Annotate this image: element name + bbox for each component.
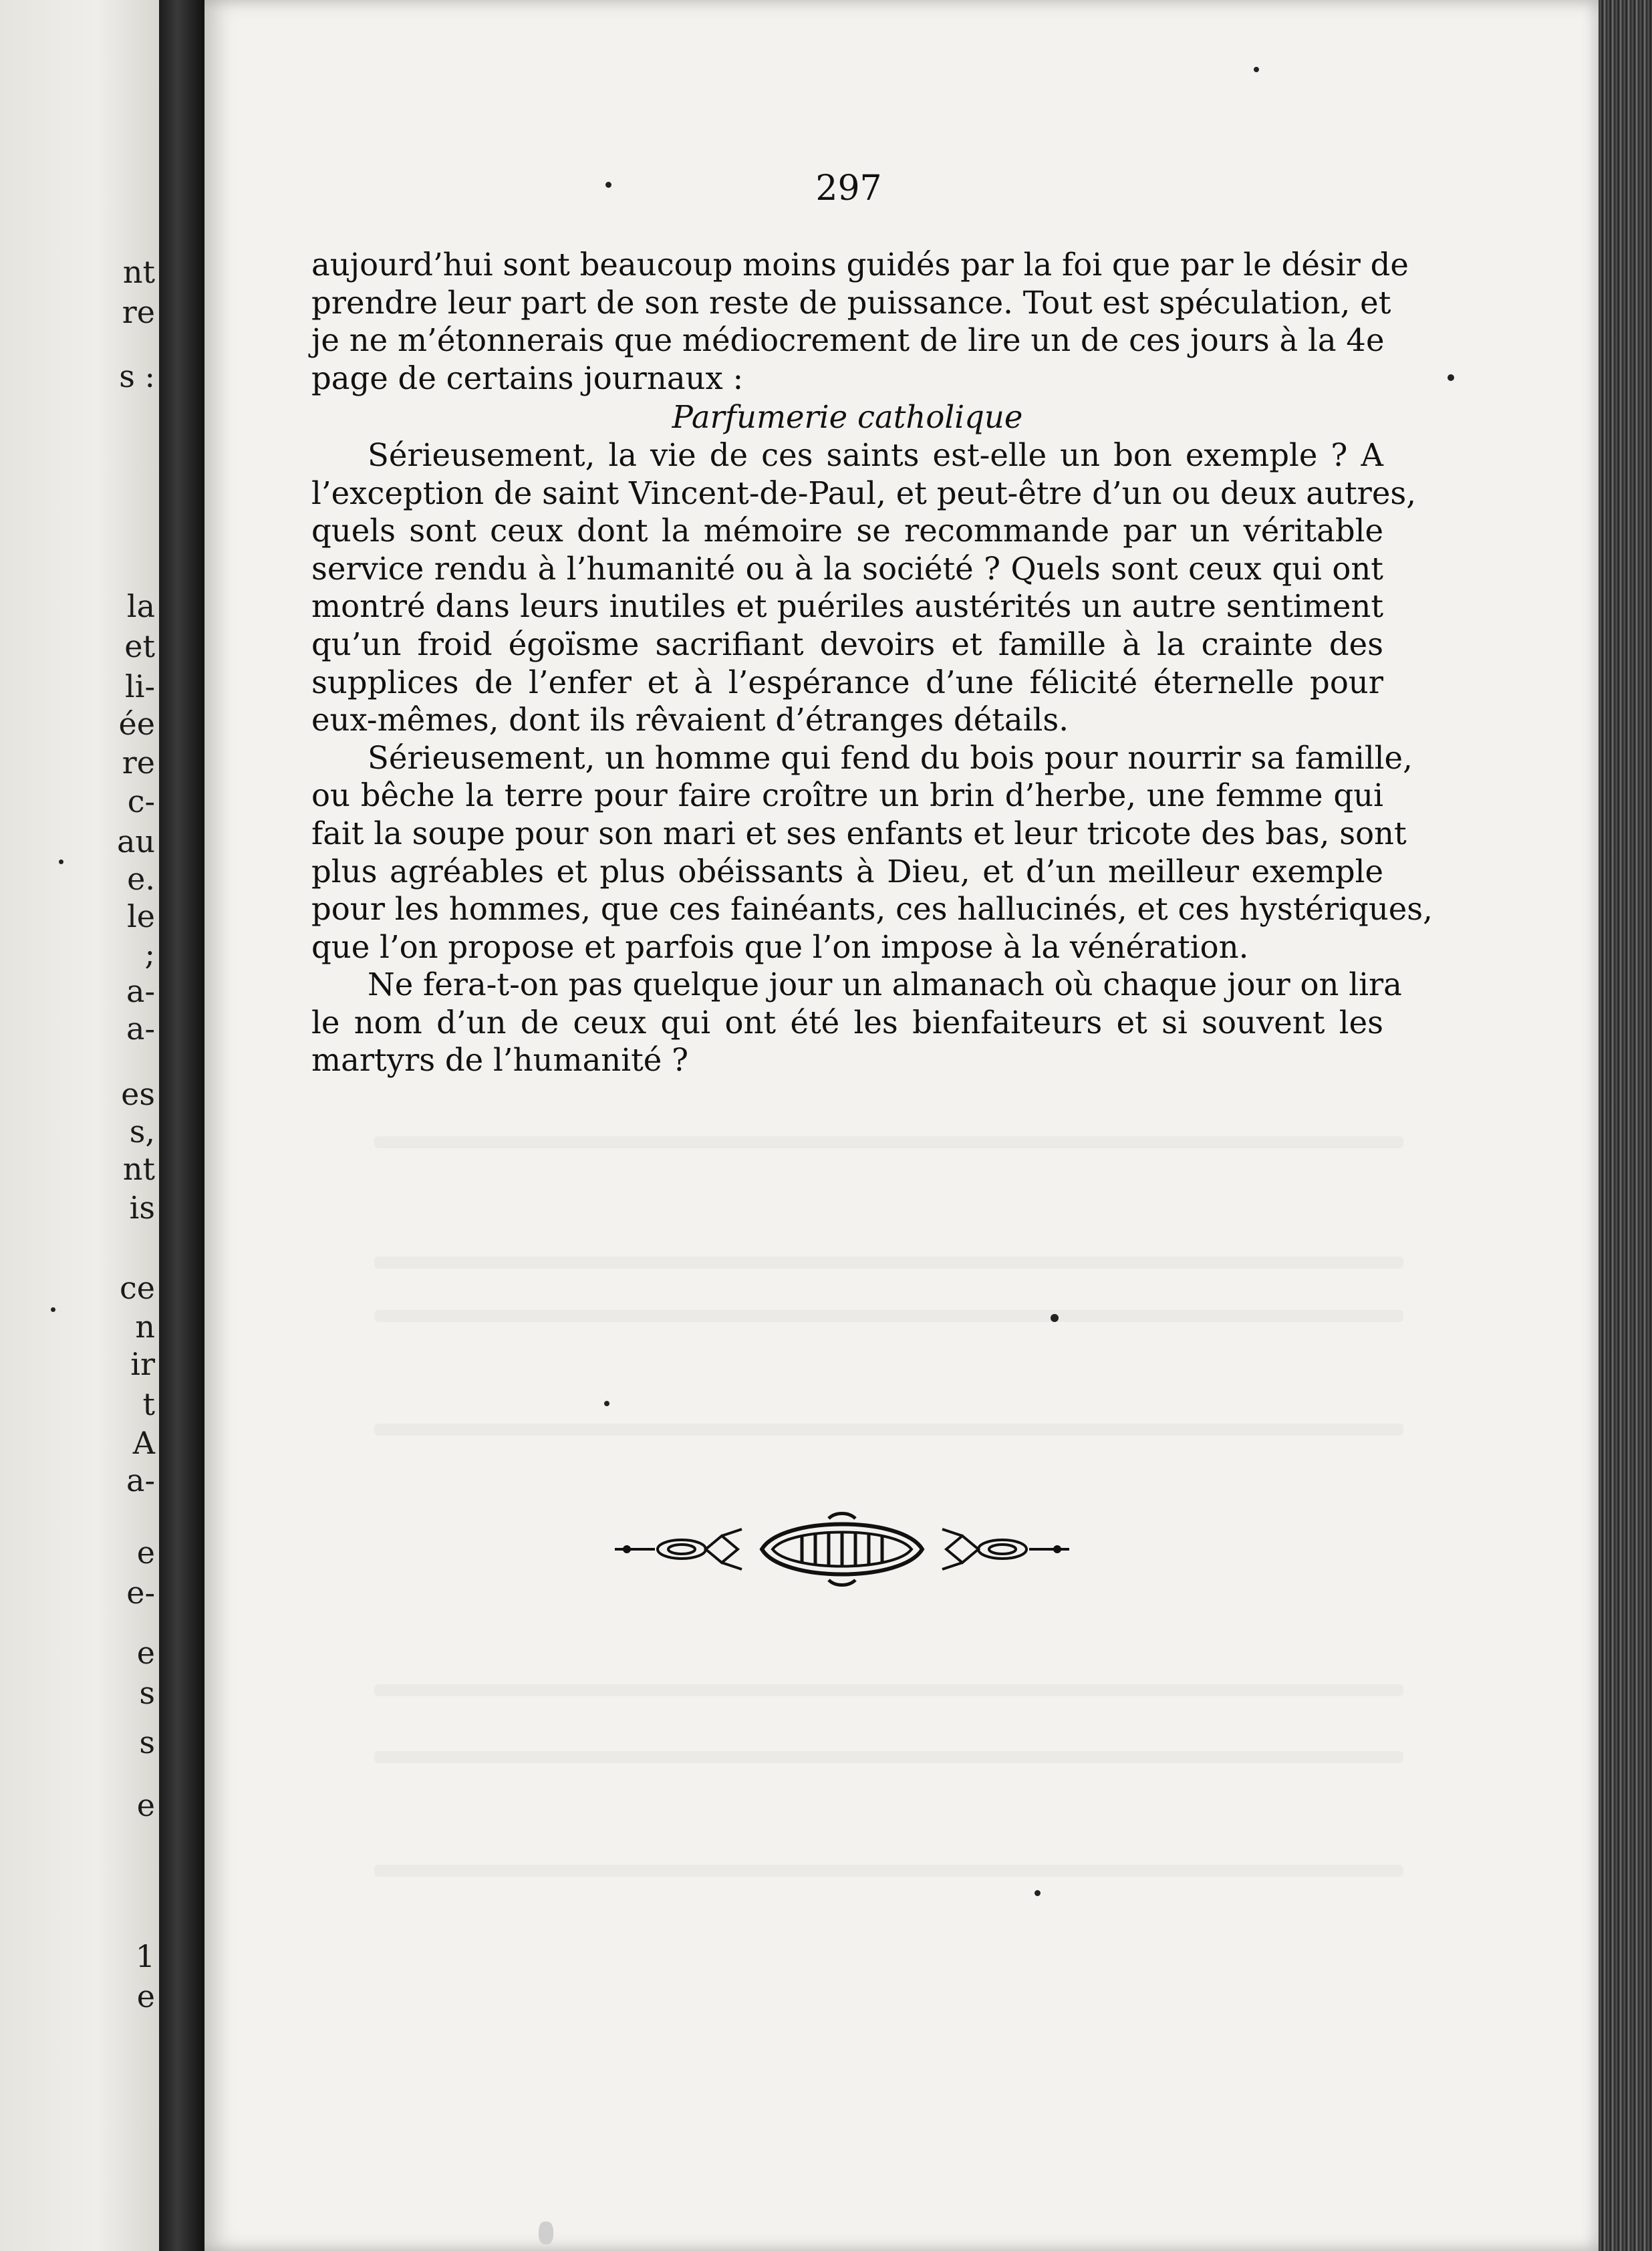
text-line: pour les hommes, que ces fainéants, ces hallucinés, et ces hystériques,	[311, 891, 1433, 928]
text-line: quels sont ceux dont la mémoire se recommande par un véritable	[311, 513, 1383, 549]
text-line: ou bêche la terre pour faire croître un brin d’herbe, une femme qui	[311, 777, 1383, 814]
bleed-through	[374, 1424, 1403, 1436]
previous-page-text-fragment: s,	[129, 1113, 155, 1150]
text-line: qu’un froid égoïsme sacrifiant devoirs et famille à la crainte des	[311, 626, 1383, 662]
previous-page-text-fragment: le	[127, 898, 155, 934]
previous-page-text-fragment: 1	[135, 1938, 155, 1974]
previous-page-text-fragment: a-	[126, 1011, 155, 1047]
dust-speck	[1035, 1890, 1041, 1896]
dust-speck	[1051, 1314, 1059, 1322]
dust-speck	[604, 1401, 609, 1406]
previous-page-text-fragment: et	[124, 628, 155, 664]
dust-speck	[1448, 374, 1454, 381]
page-stack-edge	[1599, 0, 1652, 2251]
previous-page-text-fragment: A	[132, 1425, 155, 1461]
text-line: prendre leur part de son reste de puissance. Tout est spéculation, et	[311, 284, 1391, 321]
previous-page-text-fragment: re	[122, 745, 155, 781]
ornament-flourish-icon	[615, 1509, 1069, 1589]
previous-page-text-fragment: t	[142, 1386, 155, 1422]
previous-page-text-fragment: ir	[130, 1346, 155, 1382]
bleed-through	[374, 1684, 1403, 1696]
text-line: montré dans leurs inutiles et puériles austérités un autre sentiment	[311, 588, 1383, 625]
previous-page-edge	[0, 0, 159, 2251]
text-line: plus agréables et plus obéissants à Dieu, et d’un meilleur exemple	[311, 853, 1383, 890]
dust-speck	[1254, 67, 1259, 72]
previous-page-text-fragment: nt	[122, 1151, 155, 1187]
text-line: le nom d’un de ceux qui ont été les bienfaiteurs et si souvent les	[311, 1004, 1383, 1041]
previous-page-text-fragment: la	[126, 588, 155, 624]
previous-page-text-fragment: e	[136, 1535, 155, 1571]
previous-page-text-fragment: is	[129, 1190, 155, 1226]
text-line: fait la soupe pour son mari et ses enfants et leur tricote des bas, sont	[311, 815, 1407, 851]
binding-gutter	[159, 0, 204, 2251]
previous-page-text-fragment: s :	[119, 358, 155, 394]
dust-speck	[539, 2222, 553, 2244]
text-line: service rendu à l’humanité ou à la société ? Quels sont ceux qui ont	[311, 550, 1383, 587]
text-line: eux-mêmes, dont ils rêvaient d’étranges détails.	[311, 702, 1069, 739]
previous-page-text-fragment: s	[139, 1675, 155, 1711]
text-line: martyrs de l’humanité ?	[311, 1042, 689, 1079]
bleed-through	[374, 1136, 1403, 1148]
previous-page-text-fragment: a-	[126, 973, 155, 1009]
previous-page-text-fragment: nt	[122, 254, 155, 290]
bleed-through	[374, 1310, 1403, 1322]
dust-speck	[51, 1307, 55, 1312]
previous-page-text-fragment: li-	[125, 668, 155, 704]
bleed-through	[374, 1751, 1403, 1763]
previous-page-text-fragment: e	[136, 1787, 155, 1823]
text-line: supplices de l’enfer et à l’espérance d’une félicité éternelle pour	[311, 664, 1383, 700]
dust-speck	[59, 859, 63, 864]
text-line: Sérieusement, la vie de ces saints est-elle un bon exemple ? A	[368, 436, 1383, 473]
text-line: Ne fera-t-on pas quelque jour un almanach où chaque jour on lira	[368, 966, 1402, 1003]
previous-page-text-fragment: a-	[126, 1462, 155, 1498]
previous-page-text-fragment: c-	[127, 783, 155, 819]
previous-page-text-fragment: re	[122, 294, 155, 330]
section-heading: Parfumerie catholique	[672, 399, 1023, 436]
previous-page-text-fragment: e.	[127, 861, 155, 897]
previous-page-text-fragment: e-	[126, 1575, 155, 1611]
previous-page-text-fragment: s	[139, 1724, 155, 1760]
body-text	[311, 246, 1433, 1079]
previous-page-text-fragment: au	[116, 823, 155, 859]
previous-page-text-fragment: ée	[118, 706, 155, 742]
text-line: Sérieusement, un homme qui fend du bois pour nourrir sa famille,	[368, 739, 1413, 776]
dust-speck	[605, 182, 611, 188]
previous-page-text-fragment: e	[136, 1635, 155, 1671]
previous-page-text-fragment: ;	[144, 936, 155, 972]
previous-page-text-fragment: ce	[120, 1270, 155, 1306]
text-line: que l’on propose et parfois que l’on impose à la vénération.	[311, 928, 1249, 965]
text-line: l’exception de saint Vincent-de-Paul, et peut-être d’un ou deux autres,	[311, 475, 1417, 511]
bleed-through	[374, 1865, 1403, 1877]
previous-page-text-fragment: n	[135, 1309, 155, 1345]
text-line: aujourd’hui sont beaucoup moins guidés par la foi que par le désir de	[311, 247, 1409, 283]
previous-page-text-fragment: e	[136, 1978, 155, 2014]
text-line: page de certains journaux :	[311, 360, 744, 396]
bleed-through	[374, 1256, 1403, 1269]
previous-page-text-fragment: es	[121, 1076, 155, 1112]
page-number: 297	[815, 168, 882, 209]
text-line: je ne m’étonnerais que médiocrement de lire un de ces jours à la 4e	[311, 322, 1385, 359]
